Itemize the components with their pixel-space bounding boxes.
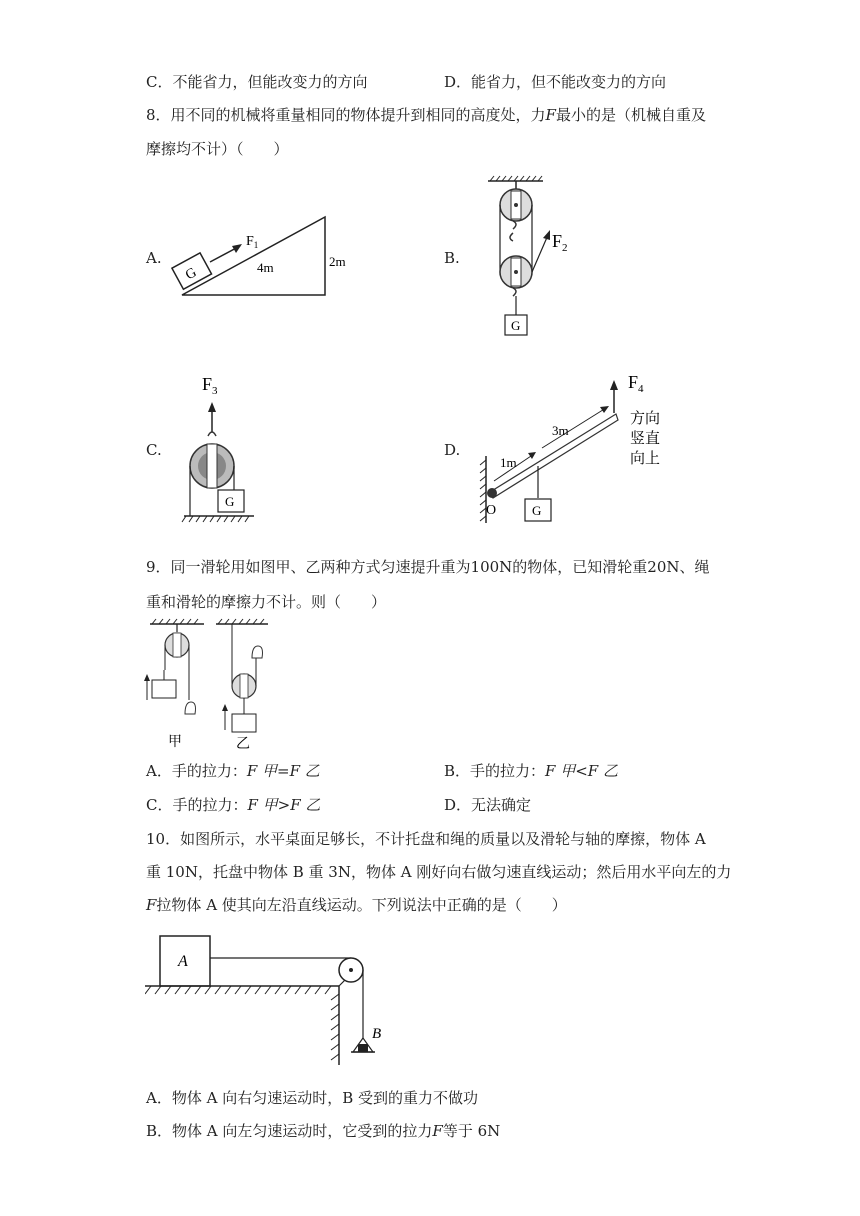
q10-option-a: A．物体 A 向右匀速运动时，B 受到的重力不做功 xyxy=(146,1089,478,1107)
q9-option-b: B．手的拉力：F 甲<F 乙 xyxy=(444,762,618,780)
q9-option-a-expr: F 甲=F 乙 xyxy=(246,762,320,780)
q7-option-d: D．能省力，但不能改变力的方向 xyxy=(444,73,667,91)
q8-figure-a-incline xyxy=(170,210,370,300)
q8-figd-block-label: G xyxy=(532,503,542,518)
q10-option-b: B．物体 A 向左匀速运动时，它受到的拉力F等于 6N xyxy=(146,1122,501,1140)
q8-figure-d-lever xyxy=(478,368,678,528)
q8-figd-pivot-label: O xyxy=(486,503,497,518)
q8-figd-length-1m: 1m xyxy=(500,455,517,470)
q9-option-d: D．无法确定 xyxy=(444,796,532,814)
q8-figd-note-line1: 方向 xyxy=(630,411,661,427)
q8-stem-text-b: 最小的是（机械自重及 xyxy=(555,106,706,124)
q10-stem-line3: F拉物体 A 使其向左沿直线运动。下列说法中正确的是（ ） xyxy=(146,896,567,914)
q9-option-b-expr: F 甲<F 乙 xyxy=(545,762,618,780)
q9-option-a: A．手的拉力：F 甲=F 乙 xyxy=(146,762,320,780)
q8-label-d: D. xyxy=(444,441,461,459)
q8-label-c: C. xyxy=(146,441,162,459)
q9-fig-label-yi: 乙 xyxy=(236,737,250,750)
q8-figb-force-label: $F_2$ xyxy=(552,231,568,254)
q8-label-b: B. xyxy=(444,249,460,267)
q10-stem-line1: 10．如图所示，水平桌面足够长，不计托盘和绳的质量以及滑轮与轴的摩擦，物体 A xyxy=(146,830,706,848)
q9-stem-line2: 重和滑轮的摩擦力不计。则（ ） xyxy=(146,593,387,611)
q8-label-a: A. xyxy=(146,249,162,267)
q8-figa-block-label: G xyxy=(183,265,200,284)
q10-stem-line2: 重 10N，托盘中物体 B 重 3N，物体 A 刚好向右做匀速直线运动；然后用水平向左的力 xyxy=(146,863,732,881)
q8-figa-length: 4m xyxy=(257,260,274,275)
q9-stem-line1: 9．同一滑轮用如图甲、乙两种方式匀速提升重为100N的物体，已知滑轮重20N、绳 xyxy=(146,558,710,576)
q9-fig-label-jia: 甲 xyxy=(168,735,182,750)
q8-figure-b-pulley-block xyxy=(480,175,590,340)
q8-stem-line2: 摩擦均不计）（ ） xyxy=(146,140,289,158)
q10-block-a-label: A xyxy=(178,953,188,970)
q9-figure-pulleys xyxy=(140,618,280,750)
q8-figd-note-line3: 向上 xyxy=(630,451,661,467)
q8-figure-c-movable-pulley xyxy=(180,368,270,528)
q8-figb-block-label: G xyxy=(511,318,521,333)
q8-figc-block-label: G xyxy=(225,494,235,509)
q9-option-c-expr: F 甲>F 乙 xyxy=(247,796,321,814)
q8-stem-text: 8．用不同的机械将重量相同的物体提升到相同的高度处，力 xyxy=(146,106,546,124)
q10-force-symbol: F xyxy=(146,896,157,914)
q8-force-symbol: F xyxy=(545,106,556,124)
q8-figd-note-line2: 竖直 xyxy=(630,431,661,447)
q8-stem-line1 xyxy=(146,105,706,125)
q10-option-b-force: F xyxy=(432,1122,443,1140)
q10-figure-table-pulley xyxy=(145,930,405,1070)
q7-option-c: C．不能省力，但能改变力的方向 xyxy=(146,73,368,91)
q8-figa-force-label: $F_1$ xyxy=(246,234,259,250)
q10-block-b-label: B xyxy=(372,1026,382,1042)
q8-figd-force-label: $F_4$ xyxy=(628,372,644,395)
q8-figc-force-label: $F_3$ xyxy=(202,374,218,397)
q8-figd-length-3m: 3m xyxy=(552,423,569,438)
q8-figa-height: 2m xyxy=(329,254,346,269)
q9-option-c: C．手的拉力：F 甲>F 乙 xyxy=(146,796,321,814)
